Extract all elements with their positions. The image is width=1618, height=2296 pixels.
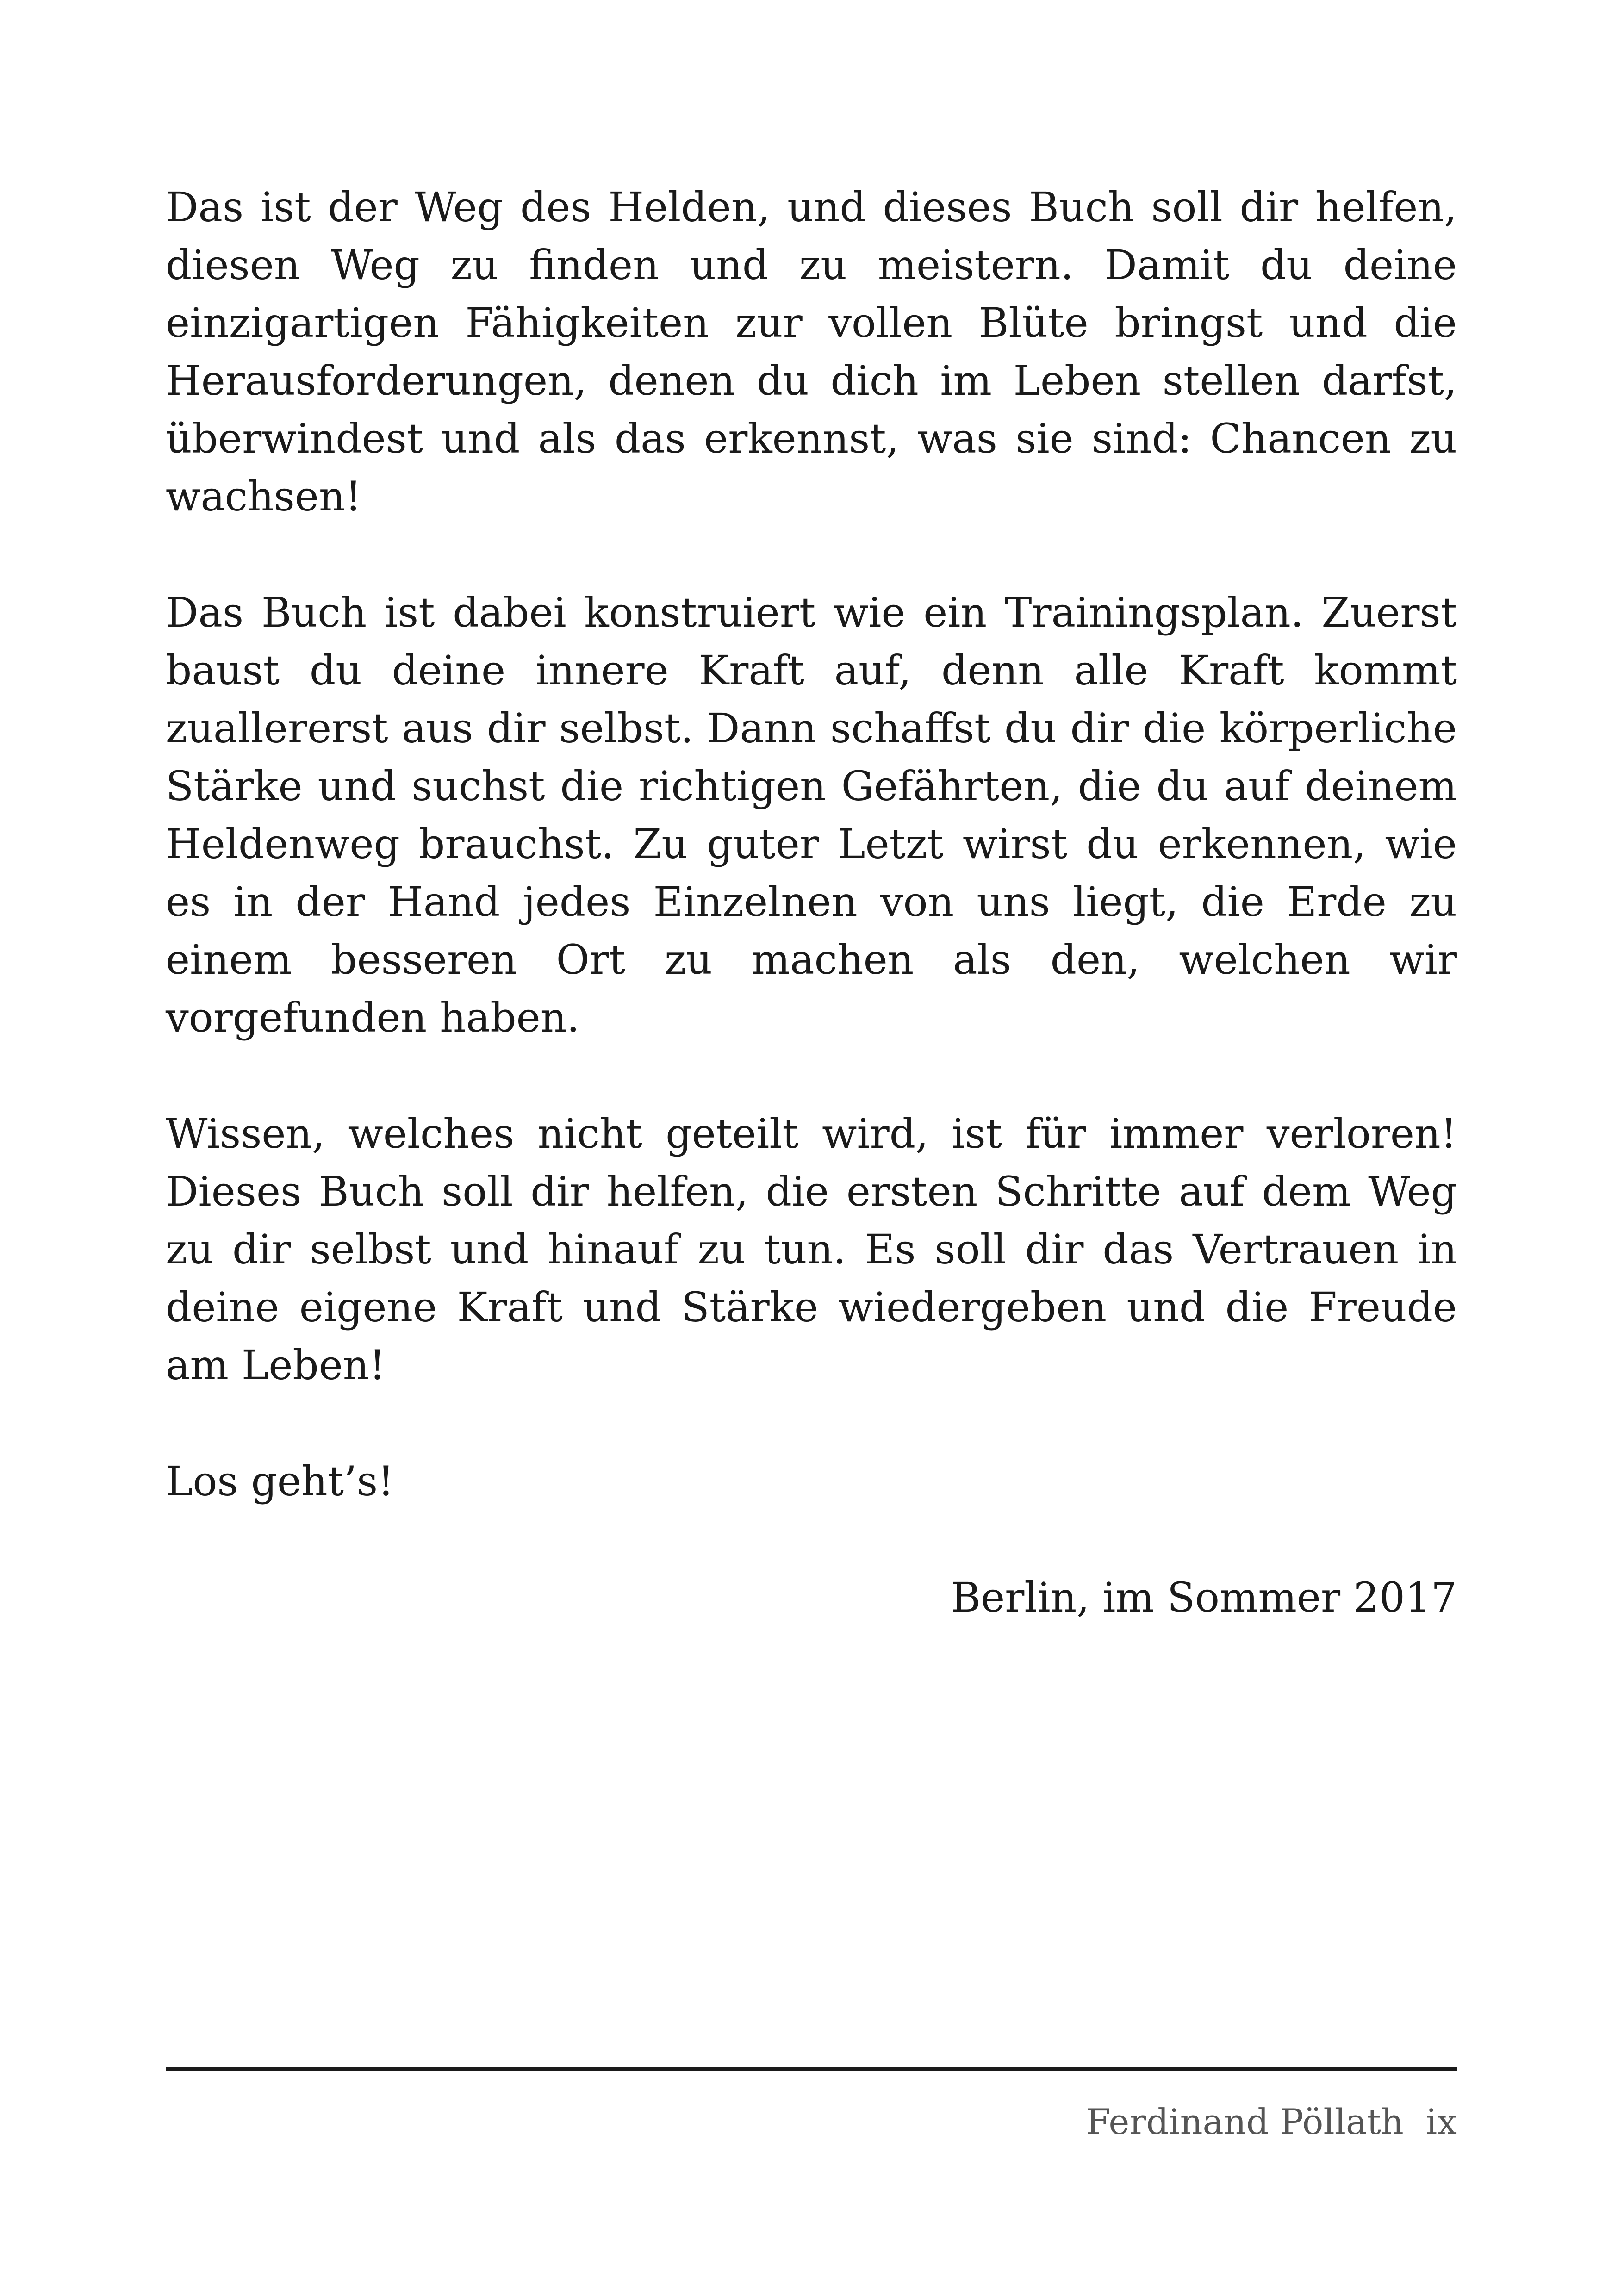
paragraph-1: Das ist der Weg des Helden, und dieses Buch soll dir helfen, diesen Weg zu finden und zu meistern. Damit du deine einzigartigen Fähigkeiten zur vollen Blüte bringst und die Herausforderungen, denen du dich im Leben stellen darfst, überwindest und als das erkennst, was sie sind: Chancen zu wachsen! bbox=[166, 183, 1457, 520]
page-footer bbox=[166, 2099, 1457, 2145]
body-text bbox=[166, 178, 1457, 1685]
footer-author: Ferdinand Pöllath bbox=[1086, 2101, 1404, 2142]
footer-rule bbox=[166, 2067, 1457, 2071]
page-number: ix bbox=[1425, 2101, 1457, 2142]
paragraph-3: Wissen, welches nicht geteilt wird, ist für immer verloren! Dieses Buch soll dir helfen, die ersten Schritte auf dem Weg zu dir selbst und hinauf zu tun. Es soll dir das Vertrauen in deine eigene Kraft und Stärke wiedergeben und die Freude am Leben! bbox=[166, 1110, 1457, 1389]
signoff: Los geht’s! bbox=[166, 1457, 394, 1505]
paragraph-2: Das Buch ist dabei konstruiert wie ein Trainingsplan. Zuerst baust du deine innere Kraft auf, denn alle Kraft kommt zuallererst aus dir selbst. Dann schaffst du dir die körperliche Stärke und suchst die richtigen Gefährten, die du auf deinem Heldenweg brauchst. Zu guter Letzt wirst du erkennen, wie es in der Hand jedes Einzelnen von uns liegt, die Erde zu einem besseren Ort zu machen als den, welchen wir vorgefunden haben. bbox=[166, 589, 1457, 1041]
dateline: Berlin, im Sommer 2017 bbox=[951, 1574, 1457, 1621]
